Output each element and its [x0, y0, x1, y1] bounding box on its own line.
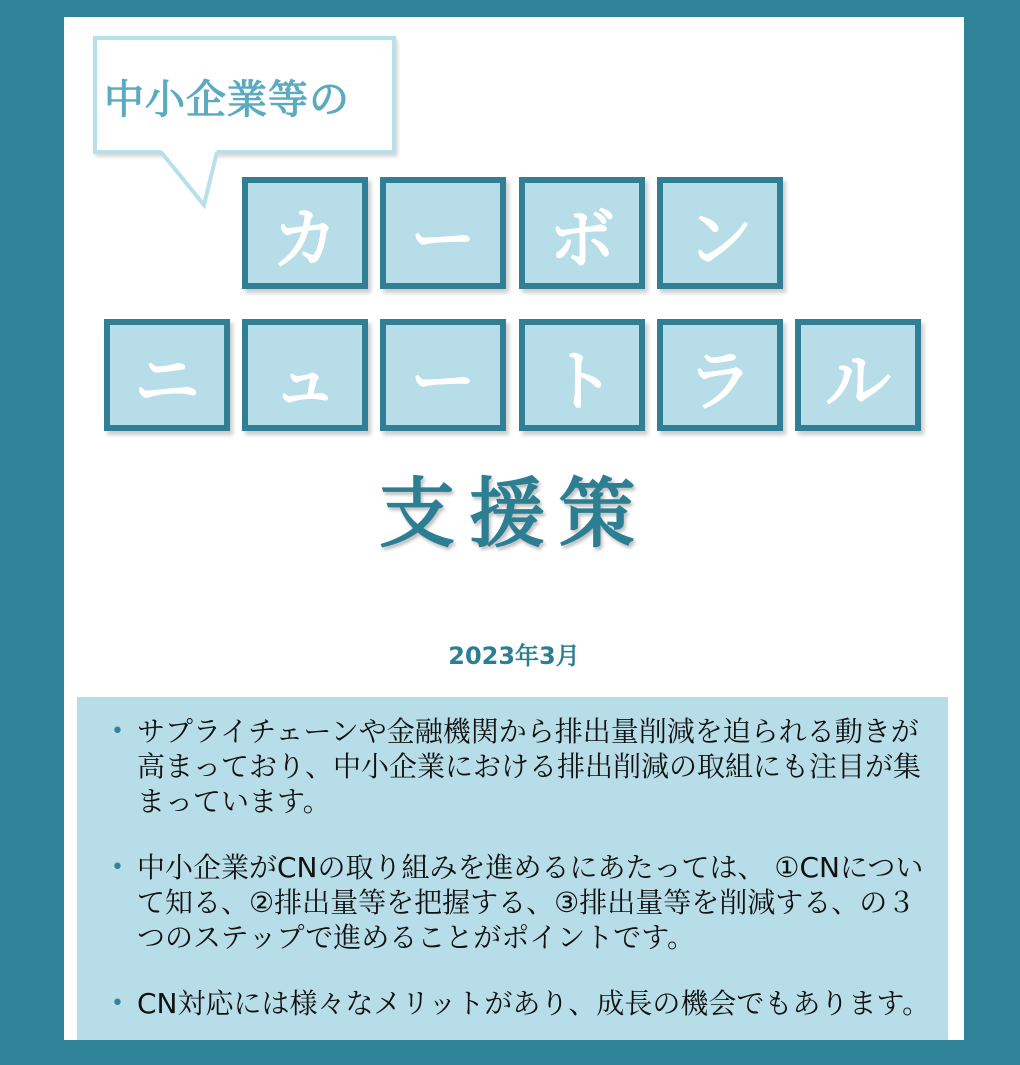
speech-bubble-tail — [159, 150, 219, 210]
summary-bullet — [111, 850, 931, 955]
title-tile: ボ — [519, 177, 645, 289]
title-tile: ー — [380, 319, 506, 431]
bubble-text: 中小企業等の — [104, 77, 350, 123]
support-title: 支援策 — [379, 469, 649, 558]
summary-bullet — [111, 714, 931, 819]
bullet-text: CN対応には様々なメリットがあり、成長の機会でもあります。 — [137, 987, 931, 1020]
title-tile: ュ — [242, 319, 368, 431]
bullet-text: 中小企業がCNの取り組みを進めるにあたっては、 ①CNについて知る、②排出量等を把握する、③排出量等を削減する、の３つのステップで進めることがポイントです。 — [137, 851, 924, 954]
summary-box — [77, 697, 948, 1040]
title-tile: ン — [657, 177, 783, 289]
title-tile: ト — [519, 319, 645, 431]
publication-date: 2023年3月 — [448, 642, 580, 670]
bullet-dot: • — [111, 991, 124, 1016]
title-tile: ー — [380, 177, 506, 289]
bullet-dot: • — [111, 719, 124, 744]
bullet-text: サプライチェーンや金融機関から排出量削減を迫られる動きが高まっており、中小企業における排出削減の取組にも注目が集まっています。 — [137, 715, 922, 818]
summary-bullet — [111, 986, 931, 1021]
title-tile: カ — [242, 177, 368, 289]
title-tile: ニ — [104, 319, 230, 431]
title-tile: ル — [795, 319, 921, 431]
bullet-dot: • — [111, 855, 124, 880]
title-tile: ラ — [657, 319, 783, 431]
